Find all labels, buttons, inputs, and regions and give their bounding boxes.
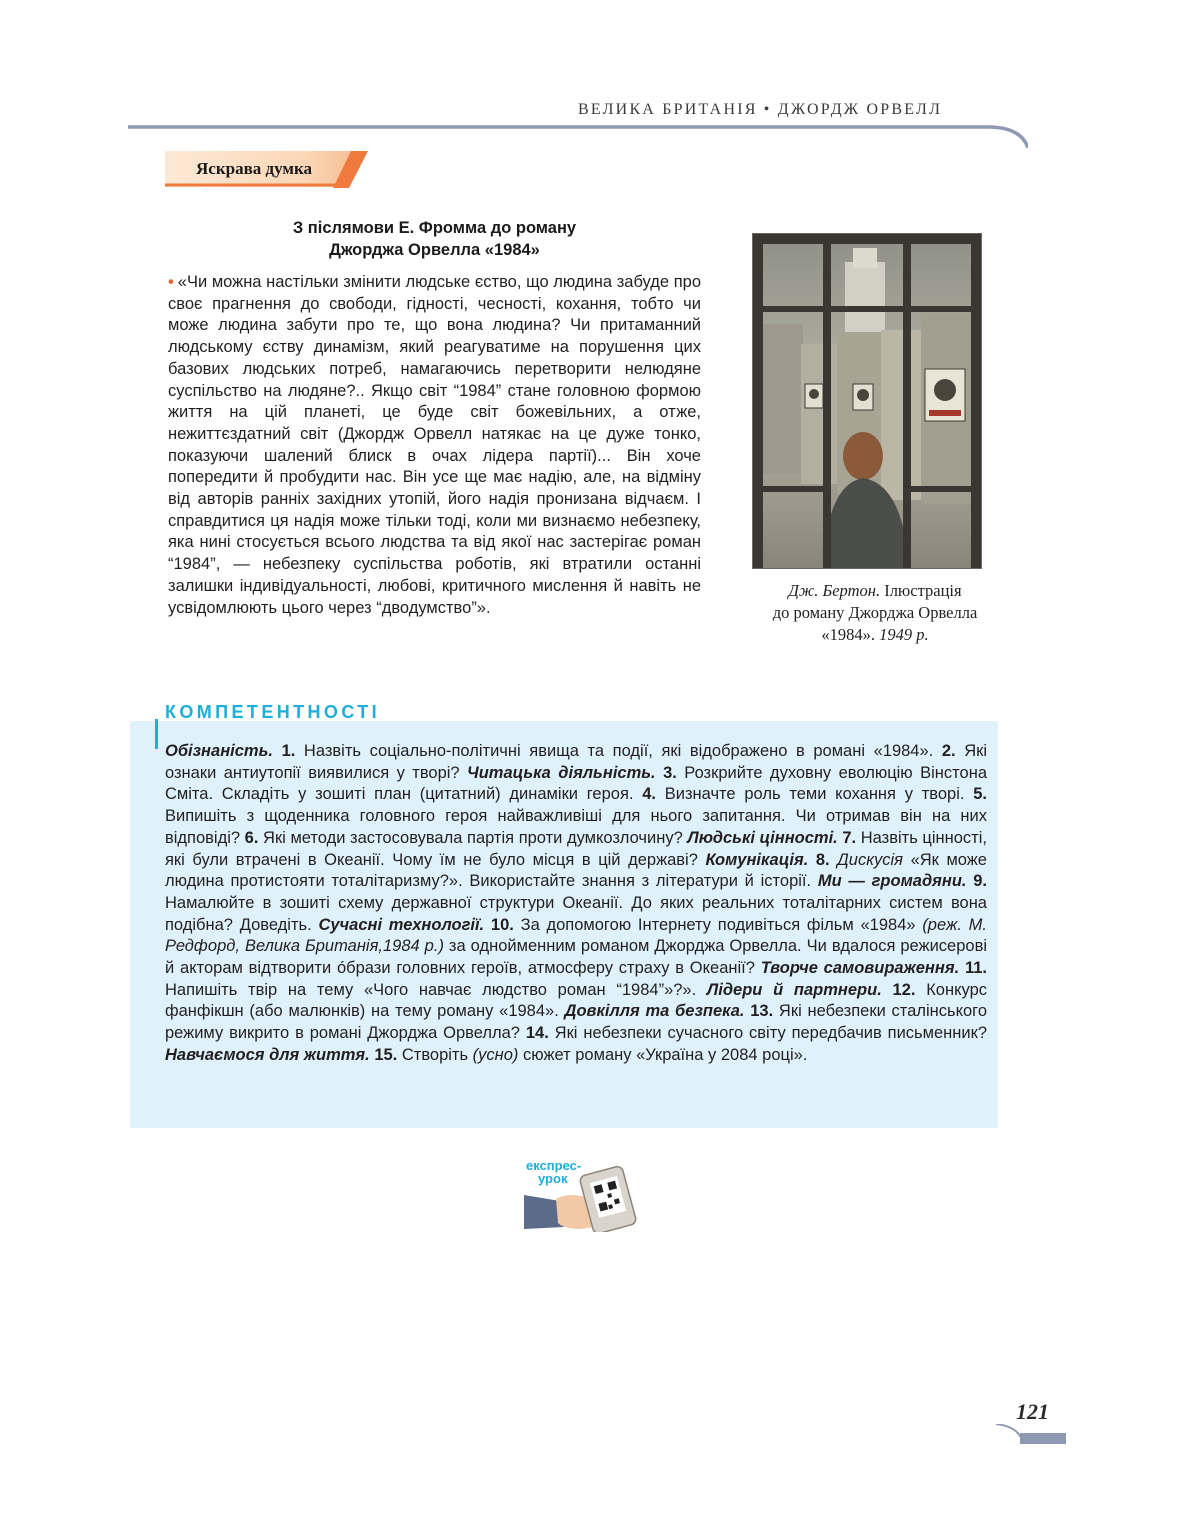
caption-year: 1949 р. xyxy=(879,625,929,644)
competency-segment: Які небезпеки сталінського режиму викрито в романі Джорджа Орвелла? xyxy=(165,1002,988,1043)
quote-text: «Чи можна настільки змінити людське єство, що людина забуде про своє прагнення до свободи, гідності, чесності, кохання, тобто чи може людина забути про те, що вона людина? Чи притаманний людському єству динамізм, який реагуватиме на порушення цих базових людських потреб, намагаючись перетворити нелюдяне суспільство на людяне?.. Якщо світ “1984” стане головною формою життя на цій планеті, це буде світ божевільних, а отже, нежиттєздатний світ (Джордж Орвелл натякає на це дуже тонко, показуючи шалений блиск в очах лідера партії)... Він хоче попередити й пробудити нас. Він усе ще має надію, але, на відміну від авторів ранніх західних утопій, його надія пронизана відчаєм. І справдитися ця надія може тільки тоді, коли ми визнаємо небезпеку, яка нині стосується всього людства та від якої нас застерігає роман “1984”, — небезпеку суспільства роботів, які втратили останні залишки індивідуальності, любові, критичного мислення й навіть не усвідомлюють цього через “дводумство”». xyxy=(168,273,701,617)
competency-segment: Які ознаки антиутопії виявилися у творі? xyxy=(165,742,987,782)
competency-segment: Напишіть твір на тему «Чого навчає людство роман “1984”»?». xyxy=(165,980,707,999)
competency-segment: 6. xyxy=(244,828,259,847)
badge-label: Яскрава думка xyxy=(196,159,312,178)
competency-segment: Творче самовираження. xyxy=(760,959,960,978)
competency-segment: Назвіть соціально-політичні явища та події, які відображено в романі «1984». xyxy=(295,742,942,760)
competency-segment: Випишіть з щоденника головного героя найважливіші для нього запитання. Чи отримав він на них відповіді? xyxy=(165,807,987,847)
competency-segment: 7. xyxy=(837,828,857,847)
competency-segment: Читацька діяльність. xyxy=(467,763,656,782)
competency-segment: Лідери й партнери. xyxy=(706,980,882,999)
caption-line2: до роману Джорджа Орвелла xyxy=(772,603,978,622)
competency-segment: Обізнаність. xyxy=(165,742,273,760)
competency-segment: 14. xyxy=(525,1024,549,1043)
competency-segment: 4. xyxy=(642,785,656,804)
competency-segment: Які методи застосовувала партія проти думкозлочину? xyxy=(258,828,688,847)
competencies-accent-bar xyxy=(155,719,158,749)
competency-segment: 2. xyxy=(941,742,956,760)
competency-segment: 10. xyxy=(484,915,514,934)
competency-segment: за однойменним романом Джорджа Орвелла. Чи вдалося режисерові й акторам відтворити óбрази головних героїв, атмосферу страху в Океанії? xyxy=(165,937,987,978)
quote-body xyxy=(168,272,701,619)
header-rule xyxy=(128,118,1028,148)
running-head: ВЕЛИКА БРИТАНІЯ • ДЖОРДЖ ОРВЕЛЛ xyxy=(578,101,943,118)
competency-segment: Людські цінності. xyxy=(687,828,838,847)
competency-segment: Дискусія xyxy=(829,850,903,869)
competency-segment: 1. xyxy=(272,742,296,760)
competency-segment: 15. xyxy=(369,1045,398,1064)
illustration-image xyxy=(752,233,982,569)
competency-segment: 5. xyxy=(973,785,987,804)
competency-segment: «Як може людина протистояти тоталітаризму?». Використайте знання з літератури й історії. xyxy=(165,850,987,891)
express-label-line2: урок xyxy=(538,1171,568,1186)
competency-segment: 13. xyxy=(744,1002,774,1021)
competency-segment: 11. xyxy=(959,959,987,978)
competency-segment: 12. xyxy=(881,980,916,999)
competency-segment: сюжет роману «Україна у 2084 році». xyxy=(518,1045,808,1064)
page-number: 121 xyxy=(1016,1399,1049,1424)
competency-segment: Створіть xyxy=(397,1045,473,1064)
competency-segment: За допомогою Інтернету подивіться фільм «1984» xyxy=(513,915,923,934)
caption-text: Ілюстрація xyxy=(880,581,962,600)
competency-segment: 9. xyxy=(966,872,987,891)
quote-title xyxy=(168,217,701,261)
competency-segment: 8. xyxy=(808,850,830,869)
competency-segment: (реж. М. Редфорд, Велика Британія,1984 р.) xyxy=(165,915,987,956)
quote-title-line1: З післямови Е. Фромма до роману xyxy=(292,219,577,237)
express-label-line1: експрес- xyxy=(526,1158,582,1173)
quote-title-line2: Джорджа Орвелла «1984» xyxy=(329,241,540,259)
competency-segment: Навчаємося для життя. xyxy=(165,1045,370,1064)
competency-segment: Визначте роль теми кохання у творі. xyxy=(655,785,974,804)
competency-segment: Намалюйте в зошиті схему державної структури Океанії. До яких реальних тоталітарних систем вона подібна? Доведіть. xyxy=(165,893,987,934)
footer-rule xyxy=(996,1424,1066,1446)
competencies-heading: КОМПЕТЕНТНОСТІ xyxy=(165,702,381,722)
bullet-icon: • xyxy=(168,273,174,291)
competency-segment: Конкурс фанфікшн (або малюнків) на тему роману «1984». xyxy=(165,980,987,1021)
competency-segment: (усно) xyxy=(472,1045,519,1064)
express-lesson-qr-icon[interactable] xyxy=(520,1157,642,1232)
competency-segment: 3. xyxy=(655,763,677,782)
competency-segment: Які небезпеки сучасного світу передбачив письменник? xyxy=(548,1024,987,1043)
caption-line3: «1984». xyxy=(821,625,880,644)
competency-segment: Назвіть цінності, які були втрачені в Океанії. Чому їм не було місця в цій державі? xyxy=(165,828,987,869)
competencies-text xyxy=(165,741,987,1067)
caption-author: Дж. Бертон. xyxy=(788,581,881,600)
competency-segment: Комунікація. xyxy=(705,850,809,869)
competency-segment: Ми — громадяни. xyxy=(817,872,967,891)
illustration-caption xyxy=(742,580,1008,646)
competency-segment: Розкрийте духовну еволюцію Вінстона Сміта. Складіть у зошиті план (цитатний) динаміки героя. xyxy=(165,763,987,804)
competency-segment: Довкілля та безпека. xyxy=(564,1002,745,1021)
competency-segment: Сучасні технології. xyxy=(318,915,485,934)
